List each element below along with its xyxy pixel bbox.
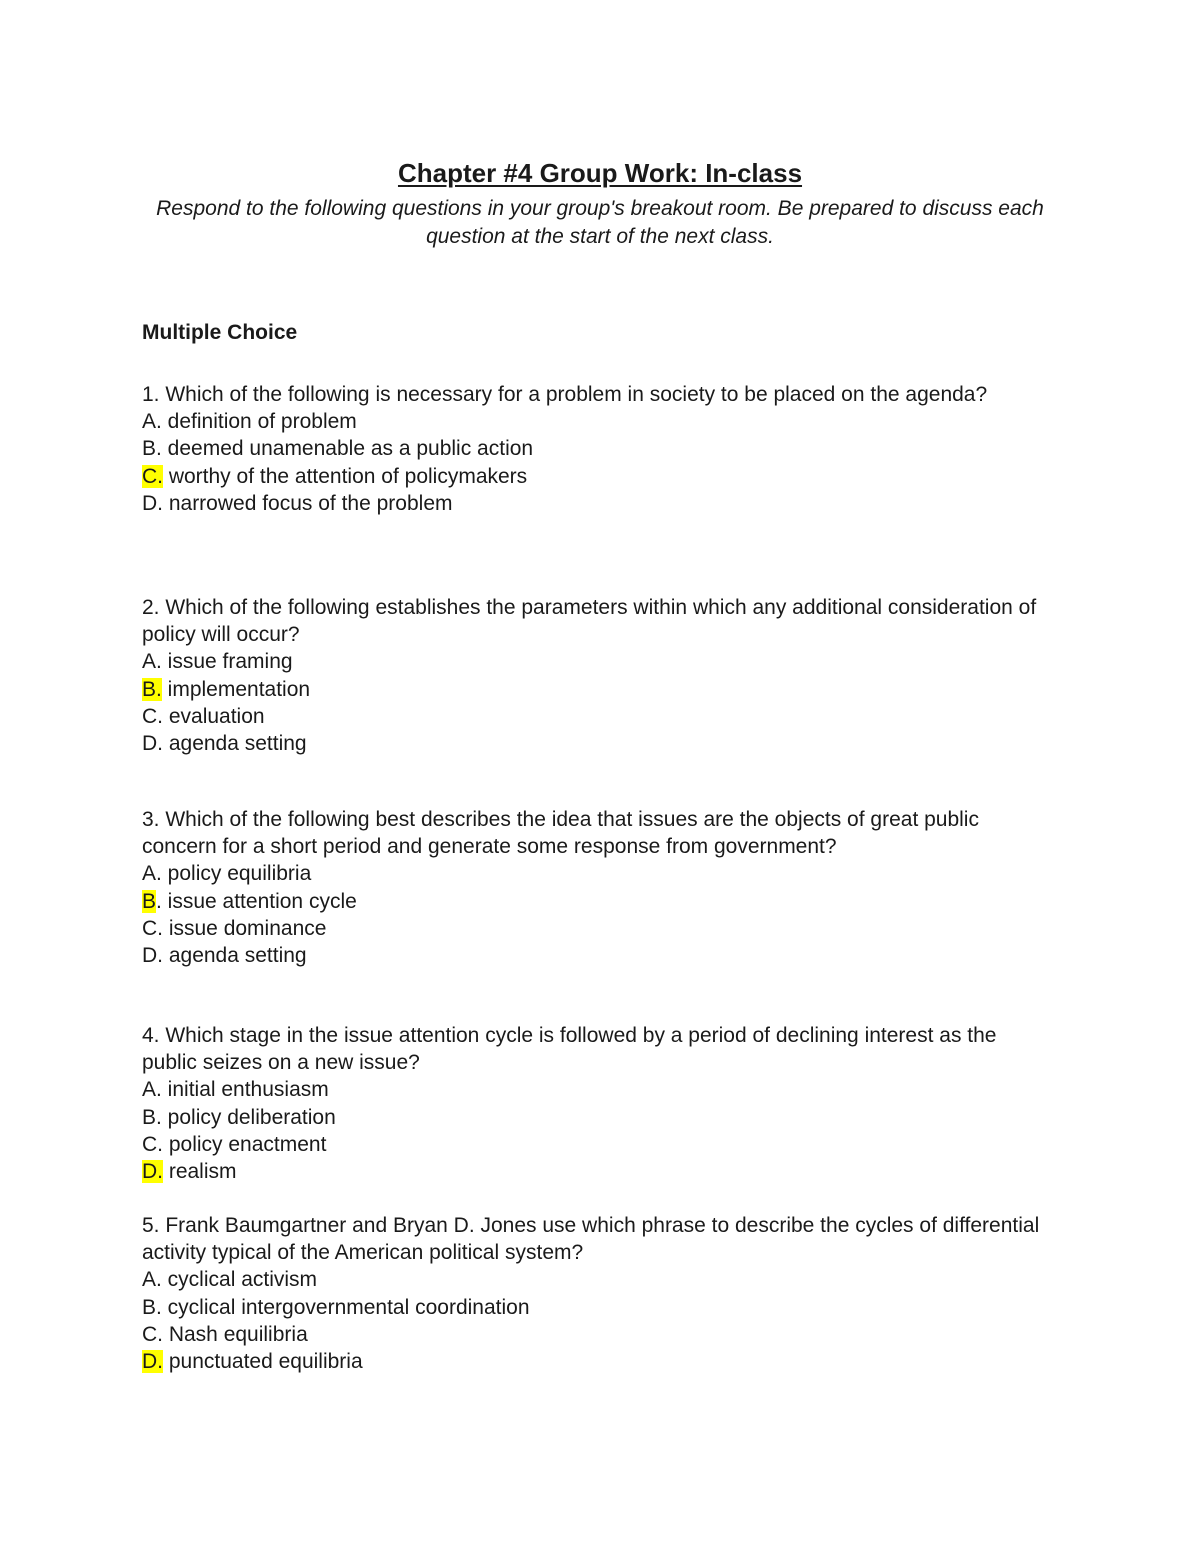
option-text: agenda setting: [163, 944, 307, 968]
option-d: [142, 942, 1042, 969]
option-letter: A.: [142, 410, 162, 434]
option-letter: D.: [142, 491, 163, 515]
option-text: issue dominance: [163, 916, 327, 940]
option-letter: C.: [142, 1132, 163, 1156]
option-letter: C.: [142, 704, 163, 728]
option-b: [142, 435, 1042, 462]
option-text: . issue attention cycle: [156, 889, 357, 913]
option-letter: D.: [142, 1350, 163, 1374]
section-heading: Multiple Choice: [142, 321, 298, 344]
option-text: punctuated equilibria: [163, 1350, 363, 1374]
option-text: definition of problem: [161, 410, 357, 434]
option-c: [142, 703, 1042, 730]
document-subtitle: Respond to the following questions in your group's breakout room. Be prepared to discuss each question at the start of the next class.: [156, 197, 1044, 248]
option-c: [142, 1131, 1042, 1158]
option-text: realism: [163, 1160, 237, 1184]
option-letter: D.: [142, 944, 163, 968]
document-title: Chapter #4 Group Work: In-class: [397, 158, 803, 188]
option-a: [142, 1076, 1042, 1103]
option-text: issue framing: [161, 650, 293, 674]
option-letter: D.: [142, 732, 163, 756]
option-letter: B.: [142, 1105, 162, 1129]
question-5: [142, 1212, 1042, 1375]
option-letter: A.: [142, 1078, 162, 1102]
option-text: evaluation: [163, 704, 265, 728]
option-a: [142, 648, 1042, 675]
option-c: [142, 915, 1042, 942]
option-text: policy equilibria: [161, 862, 312, 886]
option-letter: A.: [142, 862, 162, 886]
option-text: implementation: [161, 677, 311, 701]
option-letter: B.: [142, 1295, 162, 1319]
option-letter: C.: [142, 916, 163, 940]
option-d: [142, 730, 1042, 757]
option-text: deemed unamenable as a public action: [161, 437, 534, 461]
option-letter: B.: [142, 677, 162, 701]
option-b: [142, 1294, 1042, 1321]
question-stem: 1. Which of the following is necessary for a problem in society to be placed on the agenda?: [142, 383, 988, 406]
option-c: [142, 1321, 1042, 1348]
question-2: [142, 594, 1042, 757]
question-stem: 2. Which of the following establishes the parameters within which any additional consideration of policy will occur?: [142, 596, 1037, 647]
option-d: [142, 490, 1042, 517]
option-b: [142, 1104, 1042, 1131]
option-letter: D.: [142, 1160, 163, 1184]
option-text: initial enthusiasm: [161, 1078, 329, 1102]
option-c: [142, 463, 1042, 490]
option-letter: C.: [142, 464, 163, 488]
question-4: [142, 1022, 1042, 1185]
option-letter: B: [142, 889, 157, 913]
option-text: worthy of the attention of policymakers: [163, 464, 528, 488]
question-stem: 4. Which stage in the issue attention cycle is followed by a period of declining interest as the public seizes on a new issue?: [142, 1024, 997, 1075]
option-letter: C.: [142, 1322, 163, 1346]
option-letter: A.: [142, 1268, 162, 1292]
question-stem: 5. Frank Baumgartner and Bryan D. Jones use which phrase to describe the cycles of differential activity typical of the American political system?: [142, 1214, 1040, 1265]
option-text: Nash equilibria: [163, 1322, 308, 1346]
option-b: [142, 888, 1042, 915]
option-text: cyclical activism: [161, 1268, 318, 1292]
option-d: [142, 1158, 1042, 1185]
option-text: policy enactment: [163, 1132, 327, 1156]
question-stem: 3. Which of the following best describes the idea that issues are the objects of great public concern for a short period and generate some response from government?: [142, 808, 979, 859]
option-d: [142, 1348, 1042, 1375]
option-b: [142, 676, 1042, 703]
option-letter: A.: [142, 650, 162, 674]
option-a: [142, 860, 1042, 887]
question-1: [142, 381, 1042, 517]
option-text: agenda setting: [163, 732, 307, 756]
option-a: [142, 1266, 1042, 1293]
question-3: [142, 806, 1042, 969]
option-text: policy deliberation: [161, 1105, 336, 1129]
option-text: narrowed focus of the problem: [163, 491, 453, 515]
option-letter: B.: [142, 437, 162, 461]
option-a: [142, 408, 1042, 435]
option-text: cyclical intergovernmental coordination: [161, 1295, 530, 1319]
